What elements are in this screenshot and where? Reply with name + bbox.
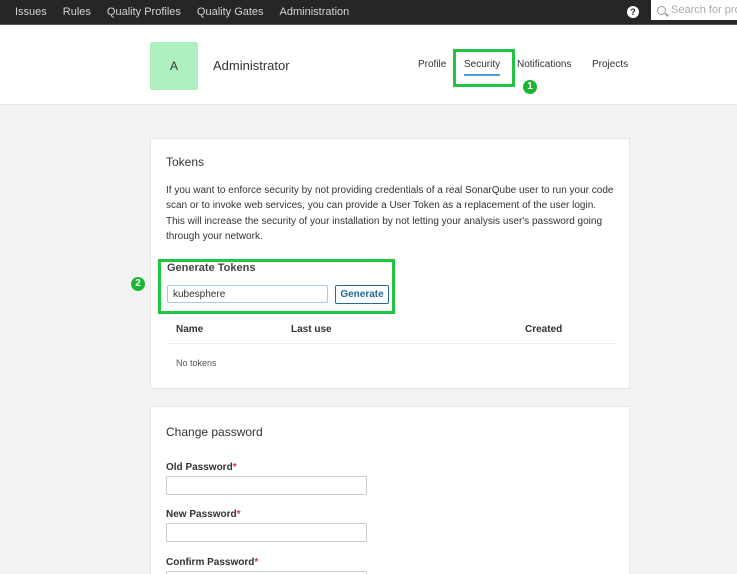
top-nav-bar [0, 0, 737, 25]
tab-security[interactable]: Security [464, 59, 501, 70]
change-password-card [150, 406, 630, 574]
column-header-created: Created [525, 324, 563, 335]
main-menu [15, 0, 365, 24]
global-search[interactable] [651, 0, 737, 20]
old-password-input[interactable] [166, 476, 367, 495]
tab-notifications[interactable]: Notifications [517, 59, 572, 70]
user-name: Administrator [213, 58, 290, 73]
tokens-card [150, 138, 630, 389]
avatar: A [150, 42, 198, 90]
search-input[interactable] [671, 4, 737, 16]
search-icon [657, 6, 666, 15]
column-header-last-use: Last use [291, 324, 332, 335]
tokens-title: Tokens [166, 155, 205, 169]
annotation-badge-2: 2 [131, 277, 145, 291]
required-marker: * [232, 462, 237, 473]
token-name-input[interactable] [167, 285, 328, 303]
column-header-name: Name [176, 324, 204, 335]
old-password-label [166, 462, 237, 473]
new-password-input[interactable] [166, 523, 367, 542]
generate-tokens-title: Generate Tokens [167, 262, 256, 274]
nav-issues[interactable]: Issues [15, 6, 47, 18]
new-password-label-text: New Password [166, 509, 237, 520]
help-icon[interactable]: ? [627, 6, 639, 18]
table-divider [168, 343, 616, 344]
old-password-label-text: Old Password [166, 462, 233, 473]
nav-rules[interactable]: Rules [62, 6, 91, 18]
required-marker: * [254, 557, 259, 568]
tab-profile[interactable]: Profile [418, 59, 447, 70]
confirm-password-label [166, 557, 258, 568]
change-password-title: Change password [166, 425, 263, 439]
generate-button[interactable]: Generate [335, 285, 389, 304]
required-marker: * [236, 509, 241, 520]
empty-tokens-message: No tokens [176, 358, 217, 368]
confirm-password-label-text: Confirm Password [166, 557, 255, 568]
nav-administration[interactable]: Administration [279, 6, 350, 18]
tab-projects[interactable]: Projects [592, 59, 629, 70]
new-password-label [166, 509, 241, 520]
nav-quality-profiles[interactable]: Quality Profiles [106, 6, 181, 18]
tokens-description: If you want to enforce security by not providing credentials of a real SonarQube user to run your code scan or to invoke web services, you can provide a User Token as a replacement of the user login. This will increase the security of your installation by not letting your analysis user's password going through your network. [166, 185, 614, 242]
nav-quality-gates[interactable]: Quality Gates [196, 6, 264, 18]
annotation-badge-1: 1 [523, 80, 537, 94]
